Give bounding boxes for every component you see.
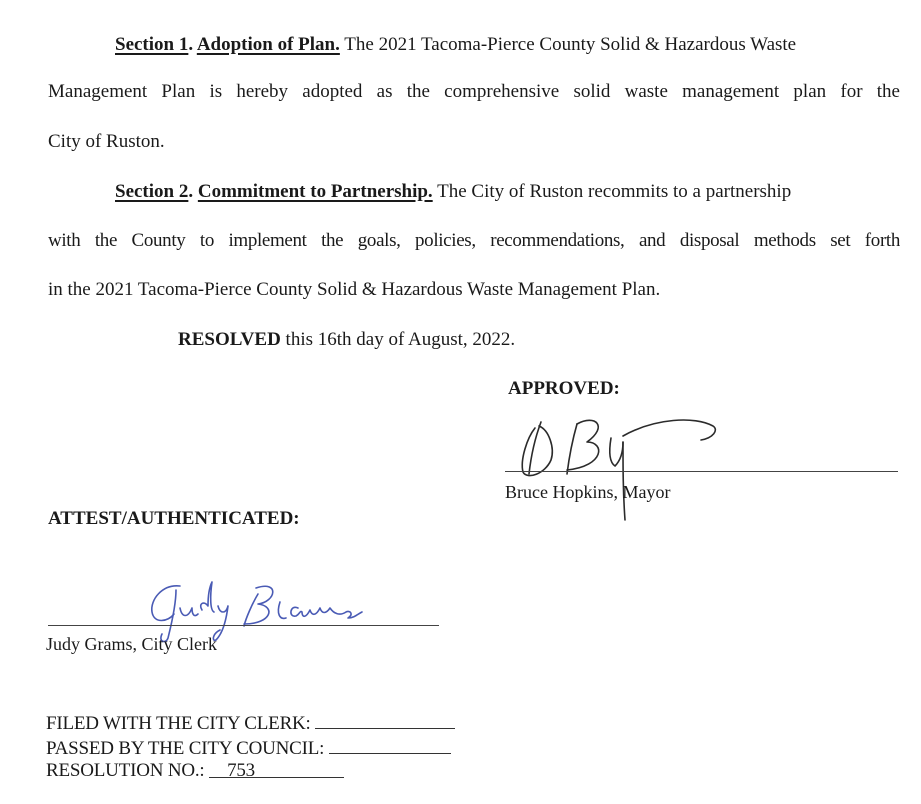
passed-blank: [329, 735, 451, 754]
section1-title: Adoption of Plan.: [196, 34, 340, 55]
section2-number: Section 2: [115, 181, 189, 202]
section2-first-line: Section 2. Commitment to Partnership. The City of Ruston recommits to a partnership: [115, 181, 792, 202]
attest-label: ATTEST/AUTHENTICATED:: [48, 508, 300, 529]
mayor-signature-line: [505, 471, 898, 472]
approved-label: APPROVED:: [508, 378, 620, 399]
section1-first-line: Section 1. Adoption of Plan. The 2021 Tacoma-Pierce County Solid & Hazardous Waste: [115, 34, 797, 55]
section1-line3: City of Ruston.: [48, 131, 165, 152]
section1-line1-text: The 2021 Tacoma-Pierce County Solid & Hazardous Waste: [344, 34, 797, 55]
filed-label: FILED WITH THE CITY CLERK:: [46, 713, 311, 734]
resolution-number: [209, 760, 344, 781]
section1-line2: Management Plan is hereby adopted as the comprehensive solid waste management plan for the: [48, 81, 900, 102]
resolved-line: [178, 328, 515, 352]
filed-blank: [315, 710, 455, 729]
filed-row: [46, 710, 455, 735]
mayor-signature: [505, 408, 725, 528]
resolution-number-value: 753: [227, 760, 255, 781]
section2-line2: with the County to implement the goals, policies, recommendations, and disposal methods set forth: [48, 230, 900, 251]
resolution-label: RESOLUTION NO.:: [46, 760, 205, 781]
resolution-row: [46, 760, 344, 782]
mayor-name: Bruce Hopkins, Mayor: [505, 482, 671, 502]
resolved-date-text: this 16th day of August, 2022.: [285, 329, 516, 350]
section2-line1-text: The City of Ruston recommits to a partnership: [437, 181, 792, 202]
resolved-keyword: RESOLVED: [178, 329, 281, 350]
passed-label: PASSED BY THE CITY COUNCIL:: [46, 738, 325, 759]
clerk-signature-line: [48, 625, 439, 626]
section2-line3: in the 2021 Tacoma-Pierce County Solid & Hazardous Waste Management Plan.: [48, 279, 661, 300]
clerk-name: Judy Grams, City Clerk: [46, 634, 217, 654]
section1-number: Section 1: [115, 34, 189, 55]
section2-title: Commitment to Partnership.: [197, 181, 433, 202]
passed-row: [46, 735, 451, 760]
